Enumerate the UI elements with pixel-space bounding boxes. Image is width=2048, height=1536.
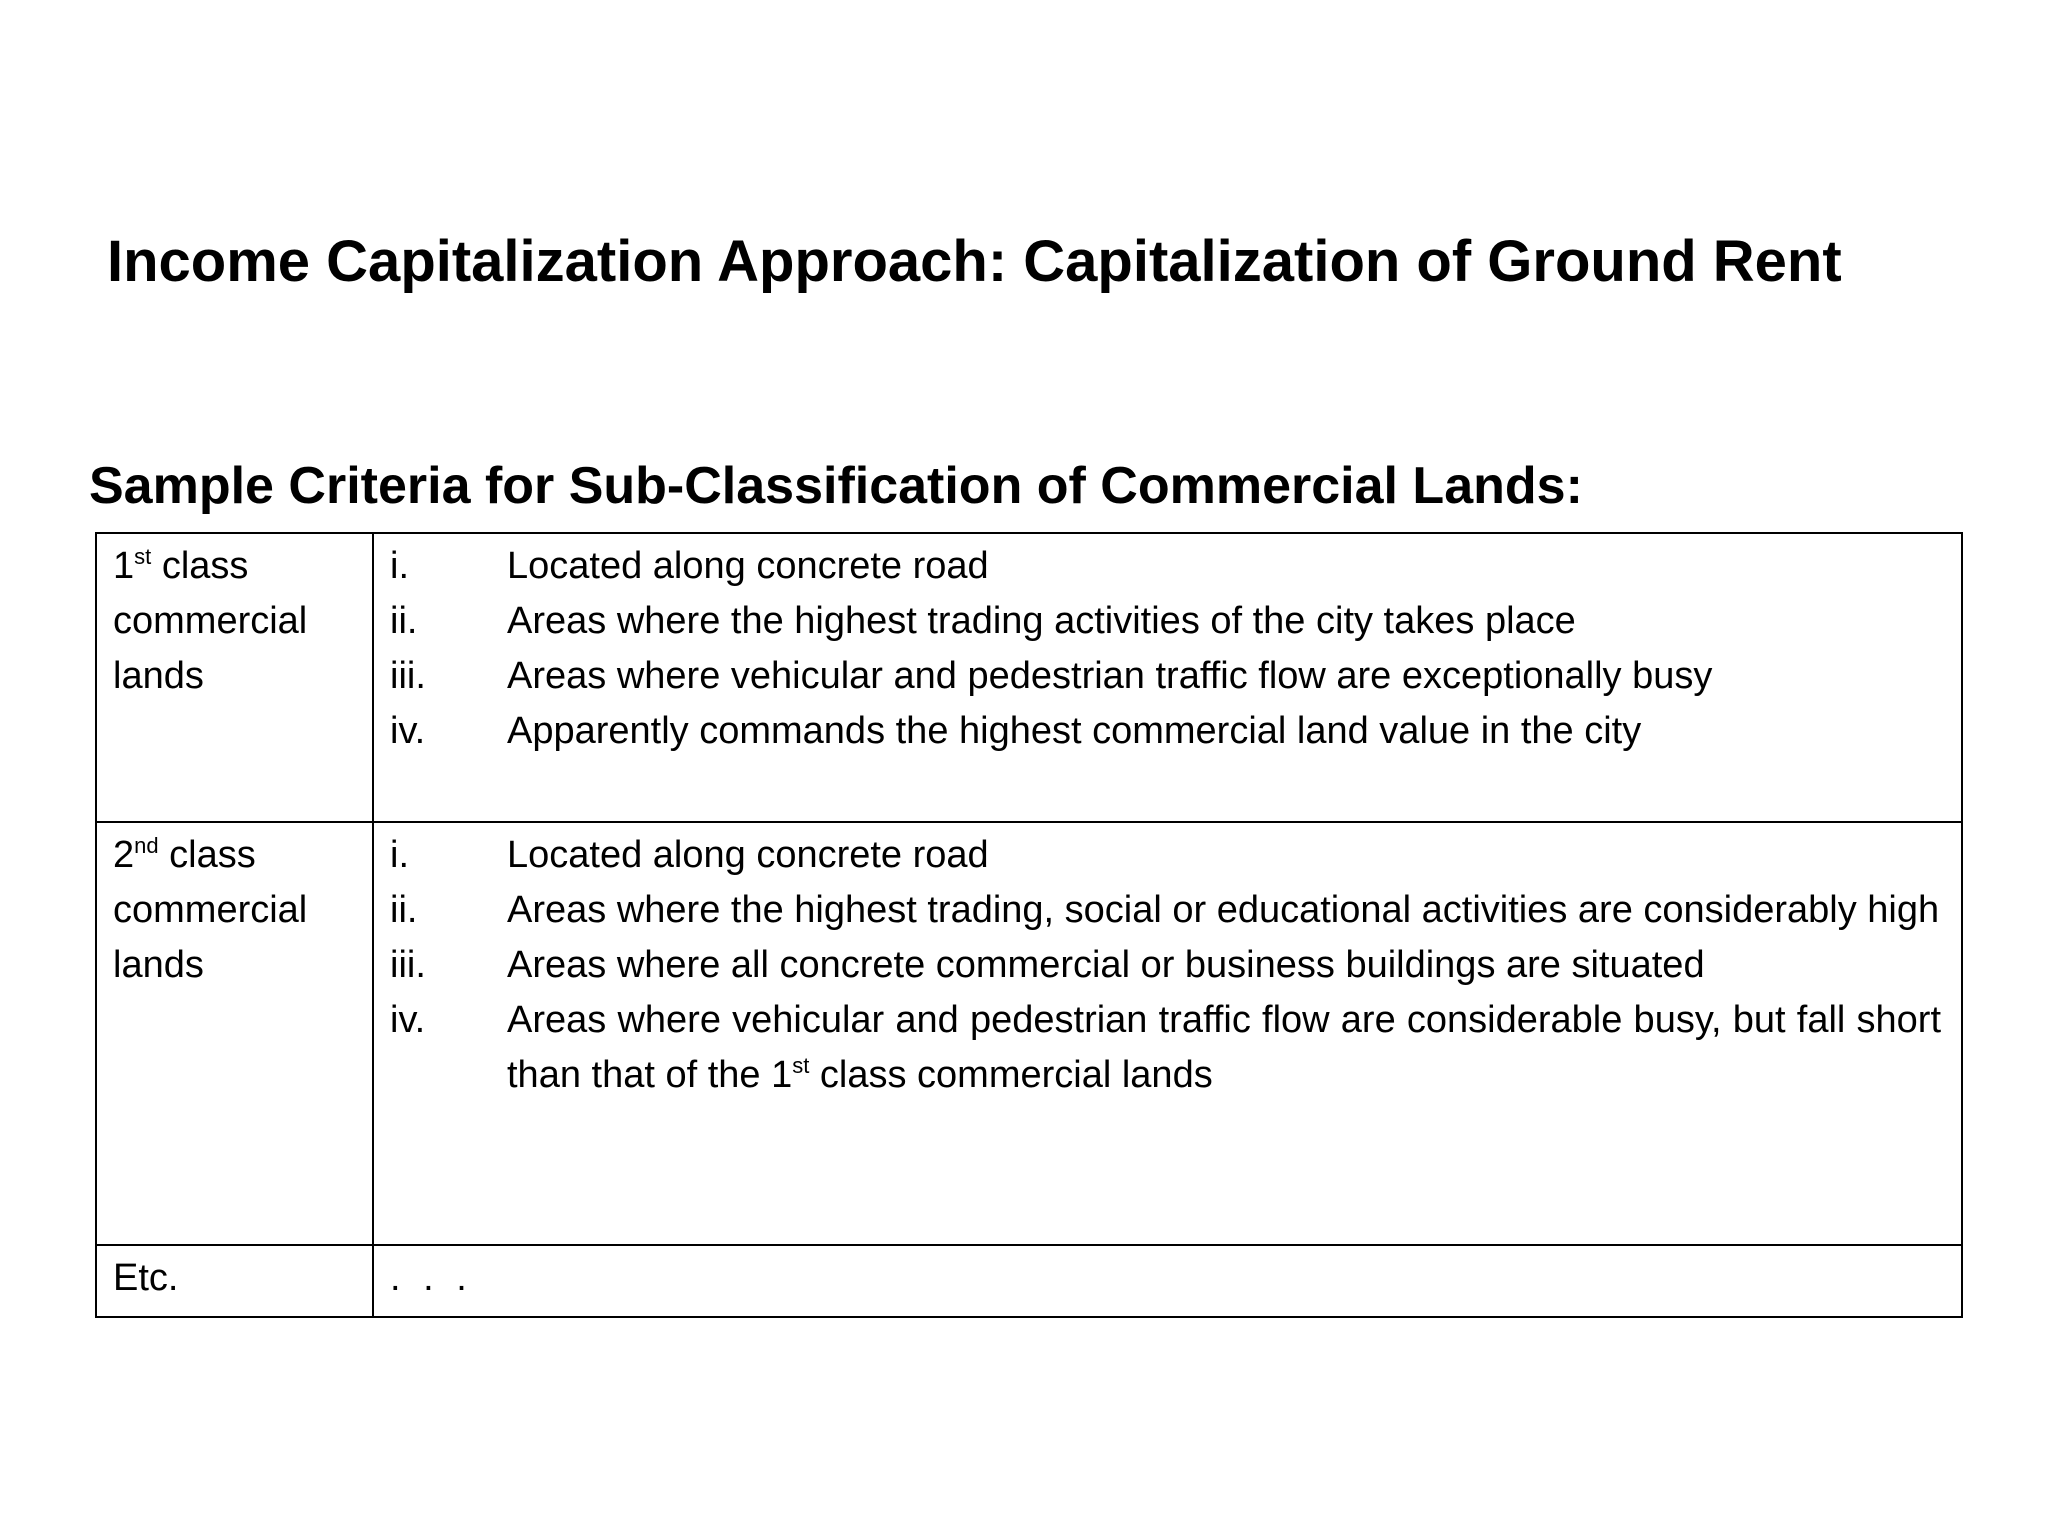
list-item <box>390 883 1945 938</box>
list-numeral: iv. <box>390 999 426 1041</box>
list-item-text: Areas where vehicular and pedestrian traffic flow are considerable busy, but fall short than that of the 1st class commercial lands <box>507 999 1941 1096</box>
class-label-cell <box>96 1245 373 1317</box>
class-label-line: lands <box>113 655 204 697</box>
table-row <box>96 822 1962 1245</box>
criteria-list <box>390 828 1945 1103</box>
list-item <box>390 594 1945 649</box>
list-item <box>390 649 1945 704</box>
list-numeral: iii. <box>390 944 426 986</box>
list-item-text: Areas where the highest trading activities of the city takes place <box>507 600 1576 642</box>
class-label-line: Etc. <box>113 1257 179 1299</box>
criteria-cell <box>373 533 1962 822</box>
table-row <box>96 533 1962 822</box>
criteria-cell <box>373 1245 1962 1317</box>
list-item <box>390 993 1945 1103</box>
list-numeral: i. <box>390 545 409 587</box>
list-numeral: iv. <box>390 710 426 752</box>
class-label-cell <box>96 822 373 1245</box>
list-item-text: Located along concrete road <box>507 545 989 587</box>
list-item <box>390 704 1945 759</box>
slide-title: Income Capitalization Approach: Capitalization of Ground Rent <box>107 229 1842 294</box>
criteria-list <box>390 539 1945 759</box>
list-numeral: ii. <box>390 889 418 931</box>
table-heading: Sample Criteria for Sub-Classification of Commercial Lands: <box>89 457 1583 515</box>
class-label-line: 2nd class <box>113 833 256 876</box>
list-item-text: Areas where all concrete commercial or business buildings are situated <box>507 944 1705 986</box>
table-row <box>96 1245 1962 1317</box>
list-item <box>390 938 1945 993</box>
class-label-line: 1st class <box>113 544 249 587</box>
list-item-text: Areas where the highest trading, social or educational activities are considerably high <box>507 889 1940 931</box>
list-numeral: i. <box>390 834 409 876</box>
list-item-text: Areas where vehicular and pedestrian traffic flow are exceptionally busy <box>507 655 1713 697</box>
list-item <box>390 828 1945 883</box>
list-numeral: iii. <box>390 655 426 697</box>
list-item-text: Apparently commands the highest commercial land value in the city <box>507 710 1642 752</box>
class-label-line: commercial <box>113 600 308 642</box>
list-item-text: Located along concrete road <box>507 834 989 876</box>
class-label-cell <box>96 533 373 822</box>
criteria-table <box>95 532 1963 1318</box>
class-label-line: commercial <box>113 889 308 931</box>
class-label-line: lands <box>113 944 204 986</box>
criteria-cell <box>373 822 1962 1245</box>
list-numeral: ii. <box>390 600 418 642</box>
ellipsis: . . . <box>390 1257 473 1299</box>
list-item <box>390 539 1945 594</box>
